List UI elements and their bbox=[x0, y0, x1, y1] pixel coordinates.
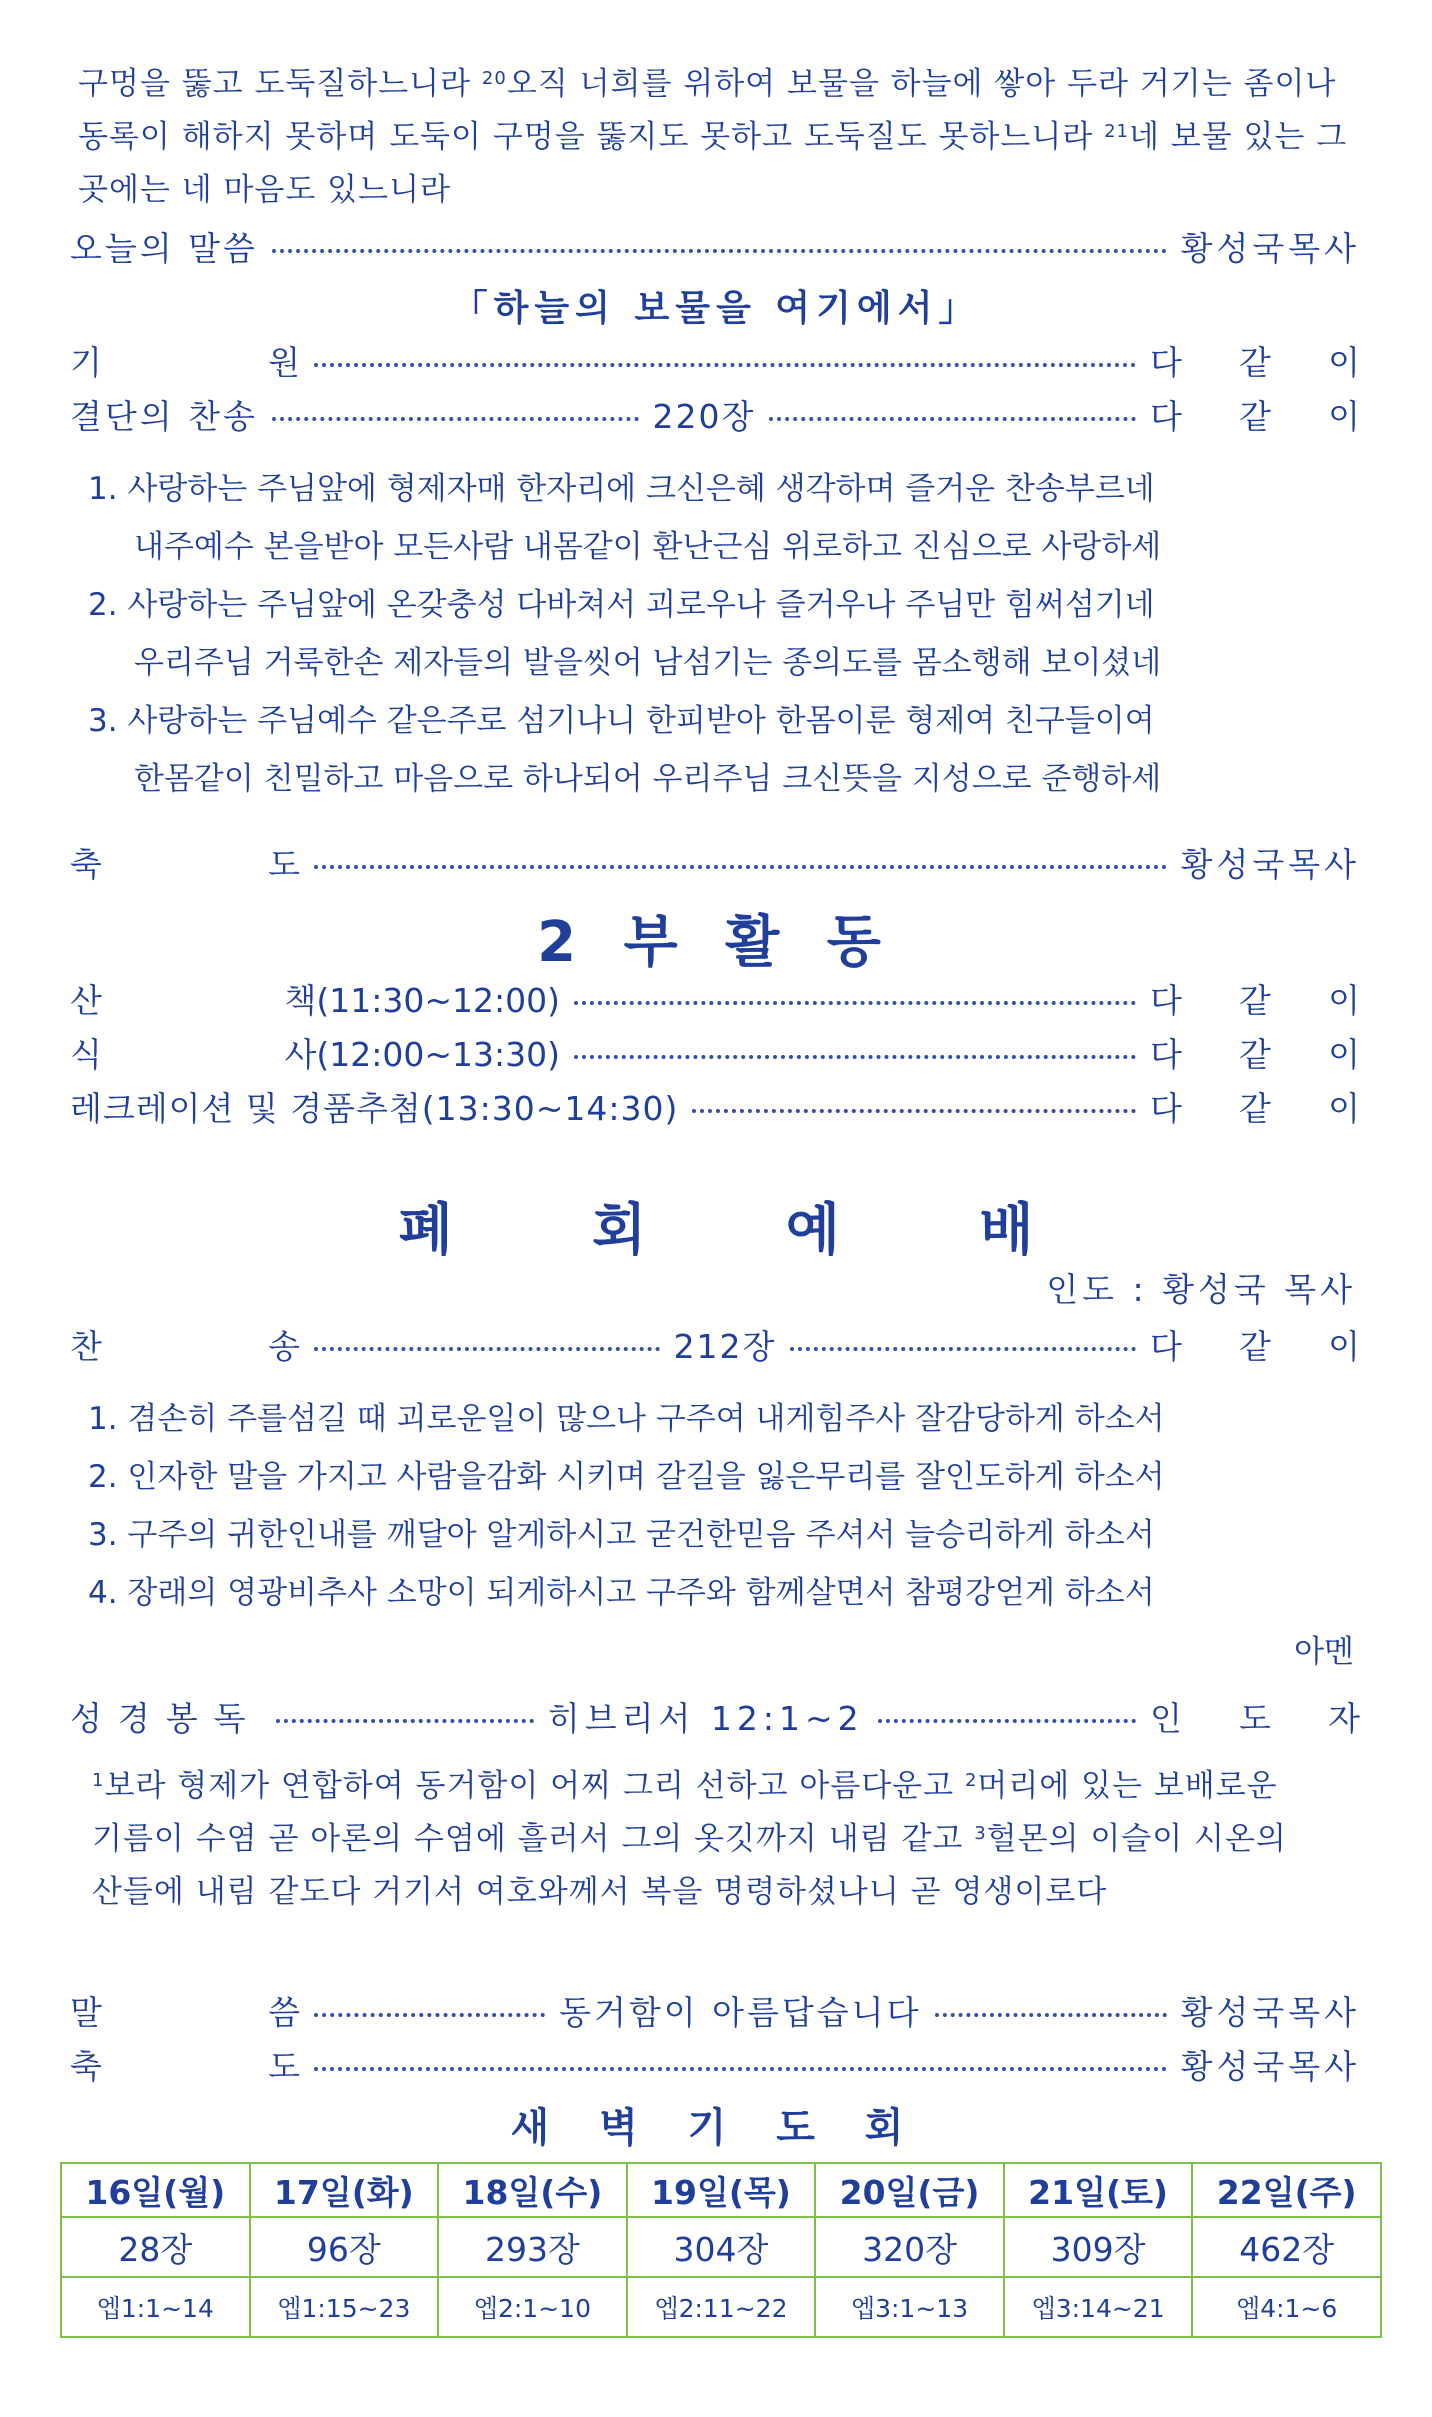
passage-text: 헐몬의 이슬이 시온의 산들에 내림 같도다 거기서 여호와께서 복을 명령하셨나니 곧 영생이로다 bbox=[92, 1821, 1287, 1910]
leader-dots bbox=[272, 249, 1167, 253]
prayer-leader: 다 같 이 bbox=[1150, 342, 1360, 382]
verse-number: 3 bbox=[974, 1823, 987, 1844]
schedule-day: 18일(수) bbox=[438, 2163, 627, 2217]
decision-hymn-row bbox=[70, 390, 1360, 438]
schedule-ref: 엡2:11~22 bbox=[627, 2277, 816, 2337]
leader-dots bbox=[769, 417, 1136, 421]
closing-worship-title: 폐 회 예 배 bbox=[398, 1198, 1094, 1263]
prayer-row bbox=[70, 336, 1360, 384]
schedule-ref: 엡2:1~10 bbox=[438, 2277, 627, 2337]
dawn-prayer-schedule bbox=[60, 2162, 1382, 2338]
hymn-leader: 다 같 이 bbox=[1150, 396, 1360, 436]
leader-dots bbox=[314, 2067, 1167, 2071]
meal-row bbox=[70, 1028, 1360, 1076]
schedule-hymn: 462장 bbox=[1192, 2217, 1381, 2277]
schedule-hymn: 304장 bbox=[627, 2217, 816, 2277]
benediction-pastor: 황성국목사 bbox=[1180, 844, 1360, 884]
recreation-label: 레크레이션 및 경품추첨(13:30~14:30) bbox=[70, 1088, 679, 1128]
leader-dots bbox=[276, 1719, 534, 1723]
passage-text: 오직 너희를 위하여 보물을 하늘에 쌓아 두라 거기는 좀이나 동록이 해하지 못하며 도둑이 구멍을 뚫지도 못하고 도둑질도 못하느니라 bbox=[78, 66, 1337, 155]
scripture-reading-row bbox=[70, 1692, 1360, 1740]
leader-dots bbox=[314, 865, 1167, 869]
benediction-row-2 bbox=[70, 2040, 1360, 2088]
meal-leader: 다 같 이 bbox=[1150, 1034, 1360, 1074]
sermon-preacher: 황성국목사 bbox=[1180, 228, 1360, 268]
recreation-row bbox=[70, 1082, 1360, 1130]
verse-number: 20 bbox=[481, 68, 507, 89]
schedule-day: 19일(목) bbox=[627, 2163, 816, 2217]
praise-row bbox=[70, 1320, 1360, 1368]
leader-dots bbox=[692, 1109, 1136, 1113]
schedule-hymn: 28장 bbox=[61, 2217, 250, 2277]
leader-dots bbox=[878, 1719, 1136, 1723]
sermon-label: 오늘의 말씀 bbox=[70, 228, 258, 268]
walk-label: 산 책(11:30~12:00) bbox=[70, 980, 560, 1020]
reading-label: 성경봉독 bbox=[70, 1698, 262, 1738]
schedule-day: 17일(화) bbox=[250, 2163, 439, 2217]
passage-text: 보라 형제가 연합하여 동거함이 어찌 그리 선하고 아름다운고 bbox=[104, 1768, 965, 1804]
hymn-number: 212장 bbox=[673, 1326, 777, 1366]
lyric-line: 3. 구주의 귀한인내를 깨달아 알게하시고 굳건한믿음 주셔서 늘승리하게 하소서 bbox=[88, 1517, 1155, 1553]
dawn-prayer-title: 새 벽 기 도 회 bbox=[510, 2105, 922, 2151]
schedule-day: 21일(토) bbox=[1004, 2163, 1193, 2217]
lyric-line: 한몸같이 친밀하고 마음으로 하나되어 우리주님 크신뜻을 지성으로 준행하세 bbox=[134, 761, 1162, 797]
word-row bbox=[70, 1986, 1360, 2034]
lyric-line: 4. 장래의 영광비추사 소망이 되게하시고 구주와 함께살면서 참평강얻게 하소서 bbox=[88, 1575, 1155, 1611]
sermon-row bbox=[70, 222, 1360, 270]
schedule-hymn: 293장 bbox=[438, 2217, 627, 2277]
schedule-hymns-row bbox=[61, 2217, 1381, 2277]
leader-dots bbox=[790, 1347, 1136, 1351]
verse-number: 21 bbox=[1104, 121, 1129, 142]
schedule-ref: 엡1:15~23 bbox=[250, 2277, 439, 2337]
schedule-ref: 엡1:1~14 bbox=[61, 2277, 250, 2337]
schedule-day: 16일(월) bbox=[61, 2163, 250, 2217]
schedule-hymn: 309장 bbox=[1004, 2217, 1193, 2277]
lyric-line: 우리주님 거룩한손 제자들의 발을씻어 남섬기는 종의도를 몸소행해 보이셨네 bbox=[134, 645, 1162, 681]
schedule-ref: 엡4:1~6 bbox=[1192, 2277, 1381, 2337]
recreation-leader: 다 같 이 bbox=[1150, 1088, 1360, 1128]
leader-dots bbox=[314, 2013, 545, 2017]
hymn-220-lyrics bbox=[88, 460, 1358, 808]
lyric-line: 2. 사랑하는 주님앞에 온갖충성 다바쳐서 괴로우나 즐거우나 주님만 힘써섬기네 bbox=[88, 587, 1155, 623]
prayer-label: 기 원 bbox=[70, 342, 300, 382]
scripture-passage-top bbox=[78, 58, 1358, 217]
scripture-passage-reading bbox=[92, 1760, 1354, 1919]
schedule-hymn: 320장 bbox=[815, 2217, 1004, 2277]
lyric-line: 2. 인자한 말을 가지고 사람을감화 시키며 갈길을 잃은무리를 잘인도하게 하소서 bbox=[88, 1459, 1165, 1495]
passage-text: 머리에 있는 보배로운 기름이 수염 곧 아론의 수염에 흘러서 그의 옷깃까지 내림 같고 bbox=[92, 1768, 1278, 1857]
lyric-line: 3. 사랑하는 주님예수 같은주로 섬기나니 한피받아 한몸이룬 형제여 친구들이여 bbox=[88, 703, 1155, 739]
leader-dots bbox=[935, 2013, 1166, 2017]
benediction-label: 축 도 bbox=[70, 2046, 300, 2086]
word-title: 동거함이 아름답습니다 bbox=[559, 1992, 922, 2032]
benediction-row bbox=[70, 838, 1360, 886]
leader-dots bbox=[574, 1055, 1136, 1059]
benediction-pastor: 황성국목사 bbox=[1180, 2046, 1360, 2086]
schedule-day: 20일(금) bbox=[815, 2163, 1004, 2217]
leader-dots bbox=[574, 1001, 1136, 1005]
schedule-days-row bbox=[61, 2163, 1381, 2217]
schedule-hymn: 96장 bbox=[250, 2217, 439, 2277]
benediction-label: 축 도 bbox=[70, 844, 300, 884]
word-preacher: 황성국목사 bbox=[1180, 1992, 1361, 2032]
decision-hymn-label: 결단의 찬송 bbox=[70, 396, 258, 436]
verse-number: 2 bbox=[964, 1770, 978, 1791]
lyric-line: 1. 겸손히 주를섬길 때 괴로운일이 많으나 구주여 내게힘주사 잘감당하게 하소서 bbox=[88, 1401, 1165, 1437]
meal-label: 식 사(12:00~13:30) bbox=[70, 1034, 560, 1074]
leader-dots bbox=[272, 417, 639, 421]
lyric-line: 1. 사랑하는 주님앞에 형제자매 한자리에 크신은혜 생각하며 즐거운 찬송부르네 bbox=[88, 471, 1155, 507]
part2-title: 2 부 활 동 bbox=[537, 910, 895, 975]
hymn-212-lyrics bbox=[88, 1390, 1358, 1622]
schedule-ref: 엡3:1~13 bbox=[815, 2277, 1004, 2337]
lyric-line: 내주예수 본을받아 모든사람 내몸같이 환난근심 위로하고 진심으로 사랑하세 bbox=[134, 529, 1162, 565]
closing-leader: 인도 : 황성국 목사 bbox=[1046, 1270, 1356, 1309]
leader-dots bbox=[314, 1347, 660, 1351]
reading-reference: 히브리서 12:1~2 bbox=[547, 1698, 864, 1738]
schedule-refs-row bbox=[61, 2277, 1381, 2337]
sermon-title: 「하늘의 보물을 여기에서」 bbox=[451, 288, 981, 329]
amen-text: 아멘 bbox=[1294, 1634, 1354, 1670]
praise-label: 찬 송 bbox=[70, 1326, 300, 1366]
schedule-ref: 엡3:14~21 bbox=[1004, 2277, 1193, 2337]
word-label: 말 씀 bbox=[70, 1992, 300, 2032]
praise-leader: 다 같 이 bbox=[1150, 1326, 1360, 1366]
verse-number: 1 bbox=[92, 1770, 105, 1791]
hymn-number: 220장 bbox=[652, 396, 756, 436]
walk-leader: 다 같 이 bbox=[1150, 980, 1360, 1020]
passage-text: 네 보물 있는 그 곳에는 네 마음도 있느니라 bbox=[78, 119, 1348, 208]
schedule-day: 22일(주) bbox=[1192, 2163, 1381, 2217]
leader-dots bbox=[314, 363, 1136, 367]
passage-text: 구멍을 뚫고 도둑질하느니라 bbox=[78, 66, 482, 102]
reading-leader: 인 도 자 bbox=[1150, 1698, 1360, 1738]
walk-row bbox=[70, 974, 1360, 1022]
